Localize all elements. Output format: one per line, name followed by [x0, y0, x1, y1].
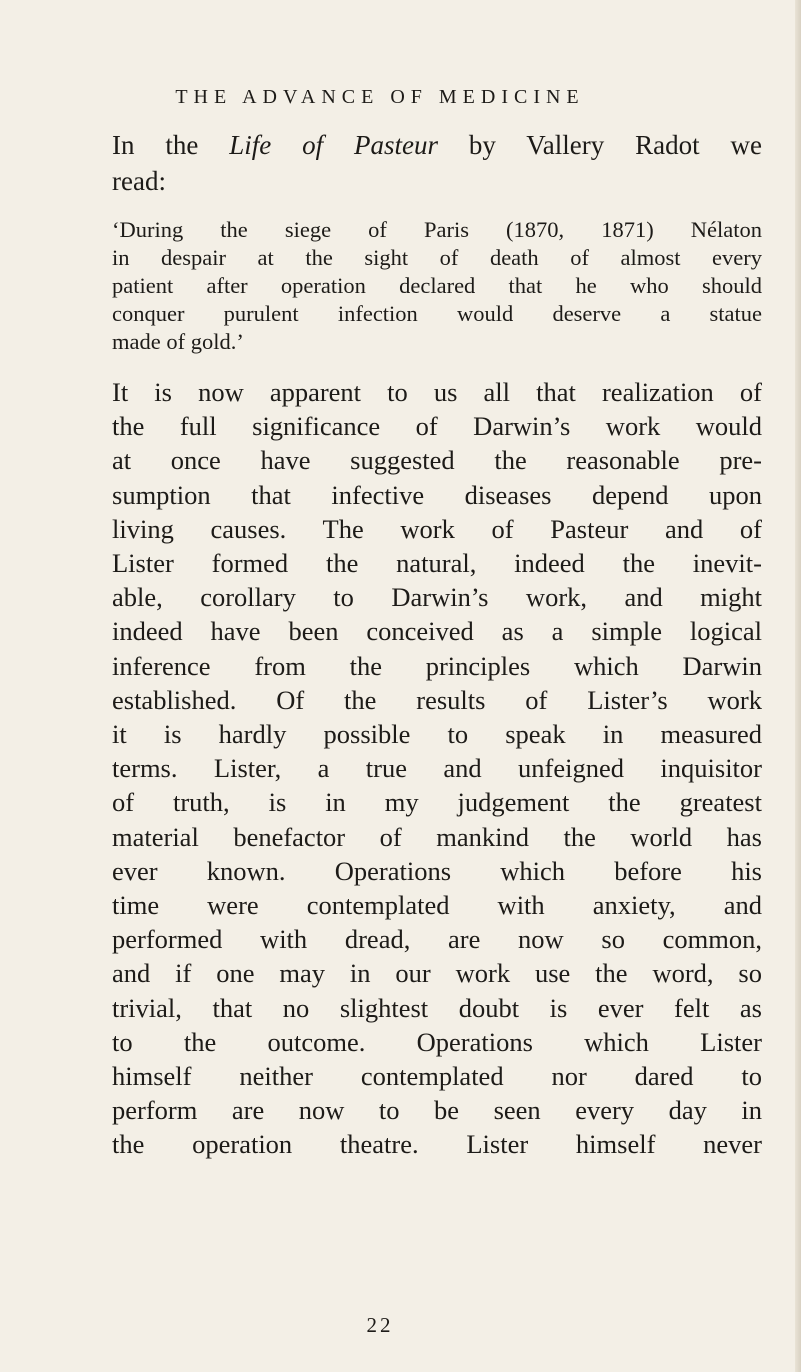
quote-line: ‘During the siege of Paris (1870, 1871) Nélaton — [112, 217, 762, 242]
book-title: Life of Pasteur — [229, 130, 439, 160]
paragraph-line: sumption that infective diseases depend upon — [112, 479, 762, 510]
paragraph-line: established. Of the results of Lister’s work — [112, 684, 762, 715]
paragraph-line: himself neither contemplated nor dared to — [112, 1061, 762, 1092]
paragraph-line: It is now apparent to us all that realization of — [112, 377, 762, 407]
intro-before: In the — [112, 130, 230, 160]
paragraph-line: material benefactor of mankind the world has — [112, 821, 762, 852]
page-edge — [795, 0, 801, 1372]
paragraph-line: ever known. Operations which before his — [112, 855, 762, 886]
paragraph-line: time were contemplated with anxiety, and — [112, 890, 762, 921]
body-paragraph — [112, 375, 762, 1162]
paragraph-line: living causes. The work of Pasteur and of — [112, 513, 762, 544]
paragraph-line: indeed have been conceived as a simple logical — [112, 616, 762, 647]
paragraph-line: it is hardly possible to speak in measured — [112, 719, 762, 750]
page-number: 22 — [366, 1313, 394, 1337]
quote-line: in despair at the sight of death of almost every — [112, 245, 762, 270]
paragraph-line: and if one may in our work use the word, so — [112, 958, 762, 989]
paragraph-line: of truth, is in my judgement the greatest — [112, 787, 762, 818]
paragraph-line: at once have suggested the reasonable pre- — [112, 445, 762, 476]
paragraph-line: to the outcome. Operations which Lister — [112, 1026, 762, 1057]
paragraph-line: trivial, that no slightest doubt is ever felt as — [112, 992, 762, 1023]
paragraph-line: the operation theatre. Lister himself never — [112, 1129, 762, 1160]
intro-line-2: read: — [112, 166, 166, 196]
paragraph-line: the full significance of Darwin’s work would — [112, 411, 762, 442]
paragraph-line: inference from the principles which Darwin — [112, 650, 762, 681]
intro-paragraph — [112, 127, 762, 199]
quote-line: patient after operation declared that he who should — [112, 273, 762, 298]
quote-line: conquer purulent infection would deserve a statue — [112, 301, 762, 326]
paragraph-line: performed with dread, are now so common, — [112, 924, 762, 955]
quote-line: made of gold.’ — [112, 329, 244, 354]
paragraph-line: perform are now to be seen every day in — [112, 1095, 762, 1126]
running-head: THE ADVANCE OF MEDICINE — [175, 86, 585, 108]
paragraph-line: Lister formed the natural, indeed the inevit- — [112, 548, 762, 579]
intro-line-1 — [112, 127, 762, 163]
intro-after: by Vallery Radot we — [438, 130, 762, 160]
paragraph-line: terms. Lister, a true and unfeigned inquisitor — [112, 753, 762, 784]
quotation — [112, 216, 762, 356]
paragraph-line: able, corollary to Darwin’s work, and might — [112, 582, 762, 613]
